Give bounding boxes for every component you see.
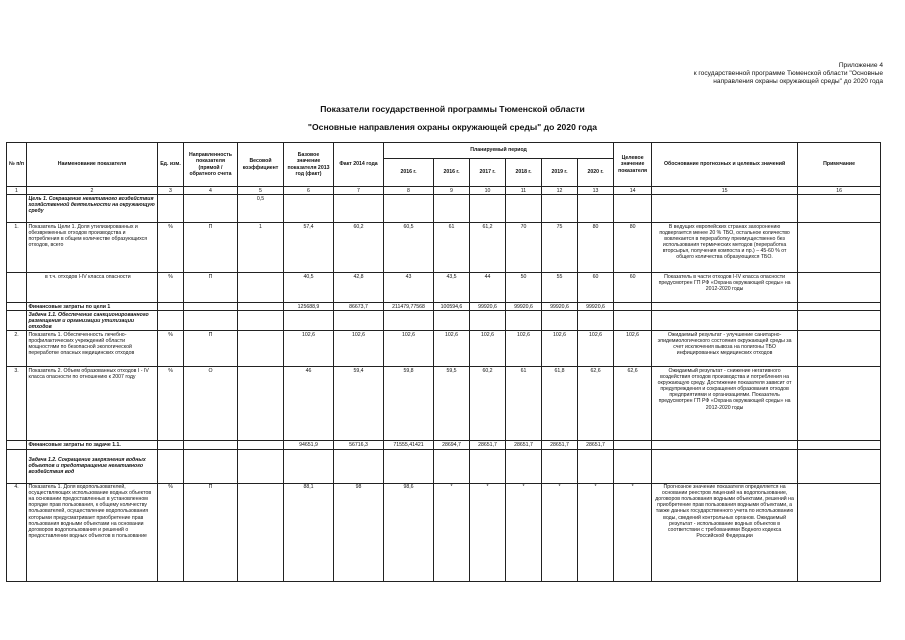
header-year: 2019 г. — [542, 159, 578, 187]
row-value: 55 — [542, 273, 578, 303]
row-direction: П — [184, 331, 238, 367]
col-number: 2 — [27, 187, 158, 195]
task-row — [7, 311, 881, 331]
row-num: 3. — [7, 367, 27, 441]
row-value: 62,6 — [578, 367, 614, 441]
row-fact: 102,6 — [334, 331, 384, 367]
row-base: 46 — [284, 367, 334, 441]
row-value: * — [470, 483, 506, 581]
row-target: 62,6 — [614, 367, 652, 441]
finance-name: Финансовые затраты по задаче 1.1. — [27, 441, 158, 449]
finance-base: 94651,9 — [284, 441, 334, 449]
row-base: 102,6 — [284, 331, 334, 367]
header-year: 2020 г. — [578, 159, 614, 187]
row-value: 70 — [506, 223, 542, 273]
row-unit: % — [158, 483, 184, 581]
task-name: Задача 1.2. Сокращение загрязнения водных объектов и предотвращение негативного воздействия вод — [27, 449, 158, 483]
appendix-line: Приложение 4 — [838, 62, 883, 69]
goal-name: Цель 1. Сокращение негативного воздействия хозяйственной деятельности на окружающую среду — [27, 195, 158, 223]
row-value: 98,6 — [384, 483, 434, 581]
finance-value: 28651,7 — [542, 441, 578, 449]
row-target: 80 — [614, 223, 652, 273]
row-value: 43,5 — [434, 273, 470, 303]
finance-base: 125688,9 — [284, 303, 334, 311]
header-num: № п/п — [7, 143, 27, 187]
row-num: 2. — [7, 331, 27, 367]
row-value: 60,2 — [470, 367, 506, 441]
finance-value: 99920,6 — [470, 303, 506, 311]
page-subtitle: "Основные направления охраны окружающей среды" до 2020 года — [307, 122, 598, 132]
row-unit: % — [158, 331, 184, 367]
finance-value: 28651,7 — [506, 441, 542, 449]
header-remark: Примечание — [798, 143, 881, 187]
header-base: Базовое значение показателя 2013 год (факт) — [284, 143, 334, 187]
row-justification: Ожидаемый результат - улучшение санитарно-эпидемиологического состояния окружающей среды за счет исключения вывоза на полигоны ТБО инфицированных медицинских отходов — [652, 331, 798, 367]
row-weight: 1 — [238, 223, 284, 273]
col-number: 12 — [542, 187, 578, 195]
col-number: 5 — [238, 187, 284, 195]
header-justification: Обоснование прогнозных и целевых значений — [652, 143, 798, 187]
appendix-line: направления охраны окружающей среды" до 2020 года — [713, 78, 883, 86]
col-number: 8 — [384, 187, 434, 195]
row-value: 102,6 — [470, 331, 506, 367]
finance-value: 28651,7 — [578, 441, 614, 449]
row-target: 60 — [614, 273, 652, 303]
col-number: 3 — [158, 187, 184, 195]
row-direction: П — [184, 223, 238, 273]
task-name: Задача 1.1. Обеспечение санкционированного размещения и организации утилизации отходов — [27, 311, 158, 331]
row-value: * — [542, 483, 578, 581]
goal-row — [7, 195, 881, 223]
col-number: 14 — [614, 187, 652, 195]
row-value: 43 — [384, 273, 434, 303]
finance-value: 99920,6 — [542, 303, 578, 311]
row-justification: Прогнозное значение показателя определяется на основании реестров лицензий на водопользование, договоров пользования водными объектами, решений на приобретение прав пользования водными объектами, а также данных государственного учета по использованию воды, сведений контрольных органов. Ожидаемый результат - использование водных объектов в соответствии с требованиями Водного кодекса Российской Федерации — [652, 483, 798, 581]
row-fact: 98 — [334, 483, 384, 581]
appendix-note — [583, 62, 883, 87]
row-value: 60,5 — [384, 223, 434, 273]
goal-weight: 0,5 — [238, 195, 284, 223]
row-value: 102,6 — [506, 331, 542, 367]
finance-value: 28694,7 — [434, 441, 470, 449]
row-value: 80 — [578, 223, 614, 273]
col-number: 13 — [578, 187, 614, 195]
row-target: * — [614, 483, 652, 581]
row-name: в т.ч. отходов I-IV класса опасности — [27, 273, 158, 303]
row-fact: 60,2 — [334, 223, 384, 273]
row-direction: П — [184, 273, 238, 303]
row-name: Показатель 1. Обеспеченность лечебно-профилактических учреждений области мощностями по безопасной экологической переработке опасных медицинских отходов — [27, 331, 158, 367]
finance-fact: 86673,7 — [334, 303, 384, 311]
row-value: 61 — [506, 367, 542, 441]
task-row — [7, 449, 881, 483]
row-value: 61 — [434, 223, 470, 273]
row-justification: Ожидаемый результат - снижение негативного воздействия отходов производства и потребления на окружающую среду. Достижение показателя зависит от предупреждения и сокращения образования отходов предприятиями и организациями. Показатель предусмотрен ГП РФ «Охрана окружающей среды» на 2012-2020 годы — [652, 367, 798, 441]
page-title: Показатели государственной программы Тюменской области — [320, 104, 585, 114]
row-fact: 42,8 — [334, 273, 384, 303]
table-row — [7, 367, 881, 441]
finance-value: 99920,6 — [506, 303, 542, 311]
row-value: 75 — [542, 223, 578, 273]
col-number: 6 — [284, 187, 334, 195]
row-value: 61,2 — [470, 223, 506, 273]
col-number: 7 — [334, 187, 384, 195]
row-unit: % — [158, 223, 184, 273]
header-year: 2017 г. — [470, 159, 506, 187]
row-value: 60 — [578, 273, 614, 303]
row-value: 59,8 — [384, 367, 434, 441]
row-value: 102,6 — [384, 331, 434, 367]
finance-fact: 56716,3 — [334, 441, 384, 449]
row-direction: П — [184, 483, 238, 581]
row-value: * — [434, 483, 470, 581]
finance-value: 211479,77568 — [384, 303, 434, 311]
col-number: 15 — [652, 187, 798, 195]
column-number-row — [7, 187, 881, 195]
col-number: 10 — [470, 187, 506, 195]
row-direction: О — [184, 367, 238, 441]
col-number: 1 — [7, 187, 27, 195]
table-row — [7, 273, 881, 303]
header-name: Наименование показателя — [27, 143, 158, 187]
table-row — [7, 223, 881, 273]
header-weight: Весовой коэффициент — [238, 143, 284, 187]
finance-value: 28651,7 — [470, 441, 506, 449]
col-number: 9 — [434, 187, 470, 195]
row-value: 102,6 — [578, 331, 614, 367]
header-planned: Планируемый период — [384, 143, 614, 159]
col-number: 11 — [506, 187, 542, 195]
header-year: 2016 г. — [434, 159, 470, 187]
row-value: 44 — [470, 273, 506, 303]
table-row — [7, 483, 881, 581]
finance-row — [7, 303, 881, 311]
row-unit: % — [158, 273, 184, 303]
row-justification: Показатель в части отходов I-IV класса опасности предусмотрен ГП РФ «Охрана окружающей среды» на 2012-2020 годы — [652, 273, 798, 303]
finance-name: Финансовые затраты по цели 1 — [27, 303, 158, 311]
row-value: 50 — [506, 273, 542, 303]
header-target: Целевое значение показателя — [614, 143, 652, 187]
row-num: 4. — [7, 483, 27, 581]
header-year: 2018 г. — [506, 159, 542, 187]
row-value: * — [506, 483, 542, 581]
row-value: * — [578, 483, 614, 581]
appendix-line: к государственной программе Тюменской области "Основные — [693, 70, 883, 78]
row-value: 61,8 — [542, 367, 578, 441]
indicators-table — [6, 142, 881, 582]
row-base: 40,5 — [284, 273, 334, 303]
finance-row — [7, 441, 881, 449]
row-name: Показатель 1. Доля водопользователей, осуществляющих использование водных объектов на основании предоставленных в установленном порядке прав пользования, к общему количеству пользователей, осуществление водопользования которыми предусматривает приобретение прав пользования водными объектами на основании договоров водопользования и решений о предоставлении водных объектов в пользование — [27, 483, 158, 581]
row-name: Показатель Цели 1. Доля утилизированных и обезвреженных отходов производства и потребления в общем количестве образующихся отходов, всего — [27, 223, 158, 273]
row-fact: 59,4 — [334, 367, 384, 441]
row-base: 57,4 — [284, 223, 334, 273]
header-year: 2016 г. — [384, 159, 434, 187]
row-base: 88,1 — [284, 483, 334, 581]
header-direction: Направленность показателя (прямой / обратного счета — [184, 143, 238, 187]
col-number: 4 — [184, 187, 238, 195]
table-row — [7, 331, 881, 367]
col-number: 16 — [798, 187, 881, 195]
row-value: 102,6 — [434, 331, 470, 367]
row-justification: В ведущих европейских странах захоронению подвергается менее 20 % ТБО, остальное количество вовлекается в переработку преимущественно без использования термических методов (переработка вторсырья, получения компоста и пр.) – 45-60 % от общего количества образующихся ТБО. — [652, 223, 798, 273]
finance-value: 71555,41421 — [384, 441, 434, 449]
header-fact2014: Факт 2014 года — [334, 143, 384, 187]
row-target: 102,6 — [614, 331, 652, 367]
header-unit: Ед. изм. — [158, 143, 184, 187]
finance-value: 100594,6 — [434, 303, 470, 311]
row-value: 59,5 — [434, 367, 470, 441]
row-unit: % — [158, 367, 184, 441]
row-value: 102,6 — [542, 331, 578, 367]
row-name: Показатель 2. Объем образованных отходов I - IV класса опасности по отношению к 2007 году — [27, 367, 158, 441]
row-num: 1. — [7, 223, 27, 273]
finance-value: 99920,6 — [578, 303, 614, 311]
